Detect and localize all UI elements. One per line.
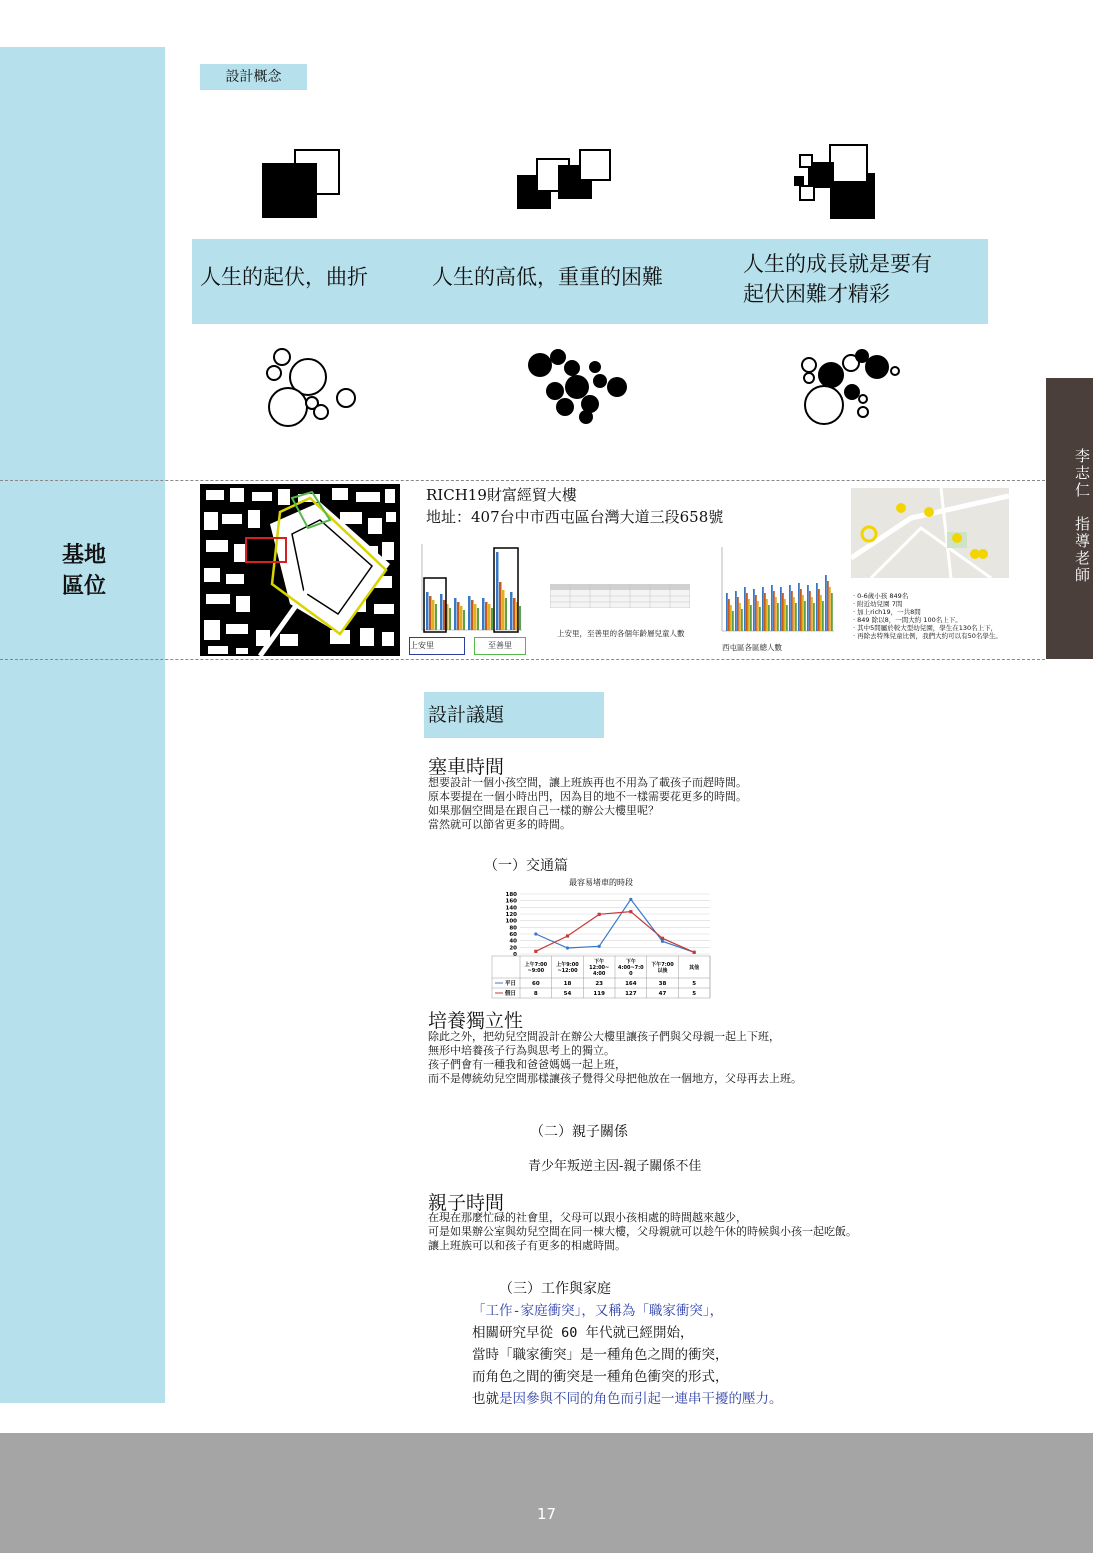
- district-bar: [804, 601, 806, 631]
- district-bar: [748, 599, 750, 631]
- concept-phrase-2: 人生的高低，重重的困難: [432, 265, 663, 289]
- caption-children-chart: 上安里，至善里的各個年齡層兒童人數: [557, 629, 685, 638]
- map-legend-zhishan: 至善里: [474, 637, 526, 655]
- work-line: 「工作-家庭衝突」，又稱為「職家衝突」，: [472, 1303, 724, 1319]
- work-line-5-prefix: 也就: [472, 1391, 499, 1407]
- district-bar: [775, 597, 777, 631]
- district-bar: [755, 595, 757, 631]
- district-bar: [739, 603, 741, 631]
- chart-category-label: ~9:00: [527, 968, 545, 974]
- site-note: · 附近幼兒園 7間: [853, 600, 903, 608]
- chart-legend-label: 平日: [505, 981, 517, 987]
- chart-data-label: 54: [563, 991, 572, 997]
- district-bar: [780, 587, 782, 631]
- chart-ytick-label: 20: [509, 945, 517, 952]
- chart-point: [598, 913, 601, 916]
- children-age-bar-chart: [410, 542, 525, 637]
- chart-point: [566, 934, 569, 937]
- district-bar: [827, 581, 829, 631]
- district-bar: [829, 587, 831, 631]
- chart-data-label: 5: [692, 991, 697, 997]
- body-line: 想要設計一個小孩空間，讓上班族再也不用為了載孩子而趕時間。: [428, 776, 747, 789]
- square-motif-2: [510, 145, 620, 220]
- chart-data-label: 8: [533, 991, 538, 997]
- work-subheading: （三）工作與家庭: [499, 1281, 611, 1297]
- chart-category-label: 下午: [594, 959, 605, 965]
- body-line: 原本要提在一個小時出門，因為目的地不一樣需要花更多的時間。: [428, 790, 747, 803]
- body-line: 而不是傳統幼兒空間那樣讓孩子覺得父母把他放在一個地方，父母再去上班。: [428, 1072, 802, 1085]
- district-bar: [766, 599, 768, 631]
- body-line: 讓上班族可以和孩子有更多的相處時間。: [428, 1239, 626, 1252]
- concept-phrase-3b: 起伏困難才精彩: [743, 282, 890, 306]
- district-bar: [753, 589, 755, 631]
- circle-motif-1: [260, 345, 360, 430]
- body-line: 在現在那麼忙碌的社會里，父母可以跟小孩相處的時間越來越少，: [428, 1211, 747, 1224]
- chart-ytick-label: 120: [505, 912, 517, 918]
- chart-category-label: 4:00: [592, 971, 606, 977]
- page-number: 17: [536, 1505, 557, 1523]
- circle-motif-3: [795, 345, 905, 430]
- section-divider-bottom: [0, 659, 1045, 660]
- body-line: 當然就可以節省更多的時間。: [428, 818, 571, 831]
- district-bar: [782, 593, 784, 631]
- work-line: 相關研究早從 60 年代就已經開始，: [472, 1325, 694, 1341]
- chart-point: [598, 945, 601, 948]
- building-name: RICH19財富經貿大樓: [426, 486, 577, 504]
- chart-point: [629, 898, 632, 901]
- chart-ytick-label: 160: [505, 898, 517, 905]
- left-sidebar-band: [0, 47, 165, 1403]
- district-bar: [759, 607, 761, 631]
- teacher-tab: 李志仁 指導老師: [1046, 378, 1093, 659]
- body-line: 除此之外，把幼兒空間設計在辦公大樓里讓孩子們與父母親一起上下班，: [428, 1030, 780, 1043]
- district-bar: [798, 583, 800, 631]
- district-bar: [735, 591, 737, 631]
- district-bar: [730, 605, 732, 631]
- chart-category-label: 下午7:00: [651, 962, 674, 968]
- chart-title: 最容易堵車的時段: [569, 878, 633, 887]
- work-line-5-highlight: 是因參與不同的角色而引起一連串干擾的壓力。: [499, 1391, 783, 1407]
- chart-ytick-label: 60: [509, 932, 517, 938]
- traffic-title: 塞車時間: [428, 756, 505, 778]
- district-bar: [822, 601, 824, 631]
- circle-motif-2: [520, 345, 635, 430]
- district-bar: [741, 609, 743, 631]
- district-bar: [813, 603, 815, 631]
- district-bar: [802, 595, 804, 631]
- district-bar: [791, 591, 793, 631]
- page-footer: [0, 1433, 1093, 1553]
- concept-tag: 設計概念: [200, 64, 307, 90]
- site-notes: [853, 592, 1043, 640]
- district-bar: [746, 593, 748, 631]
- district-bar: [811, 597, 813, 631]
- chart-category-label: 以後: [657, 968, 668, 974]
- independence-title: 培養獨立性: [428, 1010, 524, 1032]
- parent-subheading: （二）親子關係: [530, 1124, 628, 1140]
- chart-ytick-label: 180: [505, 892, 517, 898]
- district-bar: [744, 587, 746, 631]
- district-bar: [789, 585, 791, 631]
- square-motif-1: [255, 145, 350, 225]
- building-address: 地址：407台中市西屯區台灣大道三段658號: [426, 508, 724, 526]
- district-bar: [750, 605, 752, 631]
- chart-data-label: 38: [658, 981, 667, 987]
- caption-district-chart: 西屯區各區總人數: [722, 643, 782, 652]
- district-bar: [831, 593, 833, 631]
- chart-category-label: 0: [629, 971, 633, 977]
- district-bar: [726, 593, 728, 631]
- children-data-table: [550, 584, 690, 608]
- chart-point: [693, 951, 696, 954]
- site-note: · 再除去特殊兒童比例，我們大約可以有50名學生。: [853, 632, 1002, 640]
- traffic-body: [428, 776, 747, 832]
- work-line: 當時「職家衝突」是一種角色之間的衝突，: [472, 1347, 729, 1363]
- work-line-5: [472, 1388, 783, 1410]
- site-section-label: [52, 540, 116, 602]
- body-line: 無形中培養孩子行為與思考上的獨立。: [428, 1044, 615, 1057]
- district-bar: [825, 575, 827, 631]
- district-bar: [728, 599, 730, 631]
- concept-phrase-1: 人生的起伏，曲折: [200, 265, 368, 289]
- district-bar: [816, 583, 818, 631]
- parent-quote: 青少年叛逆主因-親子關係不佳: [528, 1159, 702, 1174]
- district-bar: [820, 595, 822, 631]
- district-bar: [773, 591, 775, 631]
- chart-point: [534, 950, 537, 953]
- chart-category-label: 4:00~7:0: [618, 965, 644, 971]
- district-bar: [809, 591, 811, 631]
- chart-category-label: 12:00~: [589, 965, 610, 971]
- square-motif-3: [790, 140, 890, 225]
- body-line: 孩子們會有一種我和爸爸媽媽一起上班，: [428, 1058, 626, 1071]
- chart-point: [534, 932, 537, 935]
- chart-point: [629, 910, 632, 913]
- site-label-line1: 基地: [61, 542, 106, 568]
- traffic-subheading: （一）交通篇: [484, 858, 568, 874]
- traffic-line-chart: [488, 874, 714, 1002]
- chart-data-label: 119: [593, 991, 605, 997]
- chart-data-label: 18: [563, 981, 572, 987]
- body-line: 可是如果辦公室與幼兒空間在同一棟大樓，父母親就可以趁午休的時候與小孩一起吃飯。: [428, 1225, 857, 1238]
- concept-phrase-3a: 人生的成長就是要有: [743, 252, 932, 276]
- chart-data-label: 23: [595, 981, 603, 987]
- independence-body: [428, 1030, 802, 1086]
- district-bar: [818, 589, 820, 631]
- chart-data-label: 127: [625, 991, 637, 997]
- site-note: · 其中5間屬於較大型幼兒園，學生在130名上下，: [853, 624, 998, 632]
- district-bar-chart: [712, 545, 837, 637]
- district-bar: [786, 605, 788, 631]
- family-time-body: [428, 1211, 857, 1253]
- district-bar: [737, 597, 739, 631]
- section-divider-top: [0, 480, 1045, 481]
- chart-ytick-label: 0: [513, 952, 517, 958]
- site-map: [200, 484, 400, 656]
- district-bar: [757, 601, 759, 631]
- chart-ytick-label: 80: [509, 925, 517, 932]
- district-bar: [764, 593, 766, 631]
- family-time-title: 親子時間: [428, 1192, 505, 1214]
- chart-ytick-label: 40: [509, 938, 517, 945]
- chart-ytick-label: 140: [505, 905, 517, 912]
- district-bar: [777, 603, 779, 631]
- chart-category-label: 上午7:00: [524, 962, 548, 968]
- chart-data-label: 164: [625, 981, 637, 987]
- chart-point: [661, 937, 664, 940]
- chart-category-label: 其他: [689, 965, 700, 971]
- site-note: · 849 除以8，一間大約 100名上下。: [853, 616, 962, 624]
- district-bar: [771, 585, 773, 631]
- chart-legend-label: 假日: [505, 991, 517, 997]
- chart-ytick-label: 100: [505, 918, 517, 925]
- chart-category-label: 上午9:00: [556, 962, 579, 968]
- chart-category-label: 下午: [625, 959, 636, 965]
- district-bar: [807, 585, 809, 631]
- district-bar: [800, 589, 802, 631]
- location-map-thumbnail: [851, 488, 1009, 578]
- issues-tag: 設計議題: [424, 692, 604, 738]
- site-note: · 0-6歲小孩 849名: [853, 592, 909, 600]
- chart-point: [661, 940, 664, 943]
- district-bar: [732, 611, 734, 631]
- body-line: 如果那個空間是在跟自己一樣的辦公大樓里呢？: [428, 804, 659, 817]
- district-bar: [795, 603, 797, 631]
- chart-data-label: 60: [532, 981, 540, 987]
- chart-point: [566, 946, 569, 949]
- chart-data-label: 47: [658, 991, 667, 997]
- site-note: · 加上rich19，一共8間: [853, 608, 921, 616]
- map-legend-shangan: 上安里: [409, 637, 465, 655]
- district-bar: [784, 599, 786, 631]
- chart-category-label: ~12:00: [557, 968, 578, 974]
- district-bar: [768, 605, 770, 631]
- work-line: 而角色之間的衝突是一種角色衝突的形式，: [472, 1369, 729, 1385]
- district-bar: [762, 587, 764, 631]
- chart-data-label: 5: [692, 981, 697, 987]
- work-body: [472, 1300, 783, 1410]
- district-bar: [793, 597, 795, 631]
- site-label-line2: 區位: [61, 573, 106, 599]
